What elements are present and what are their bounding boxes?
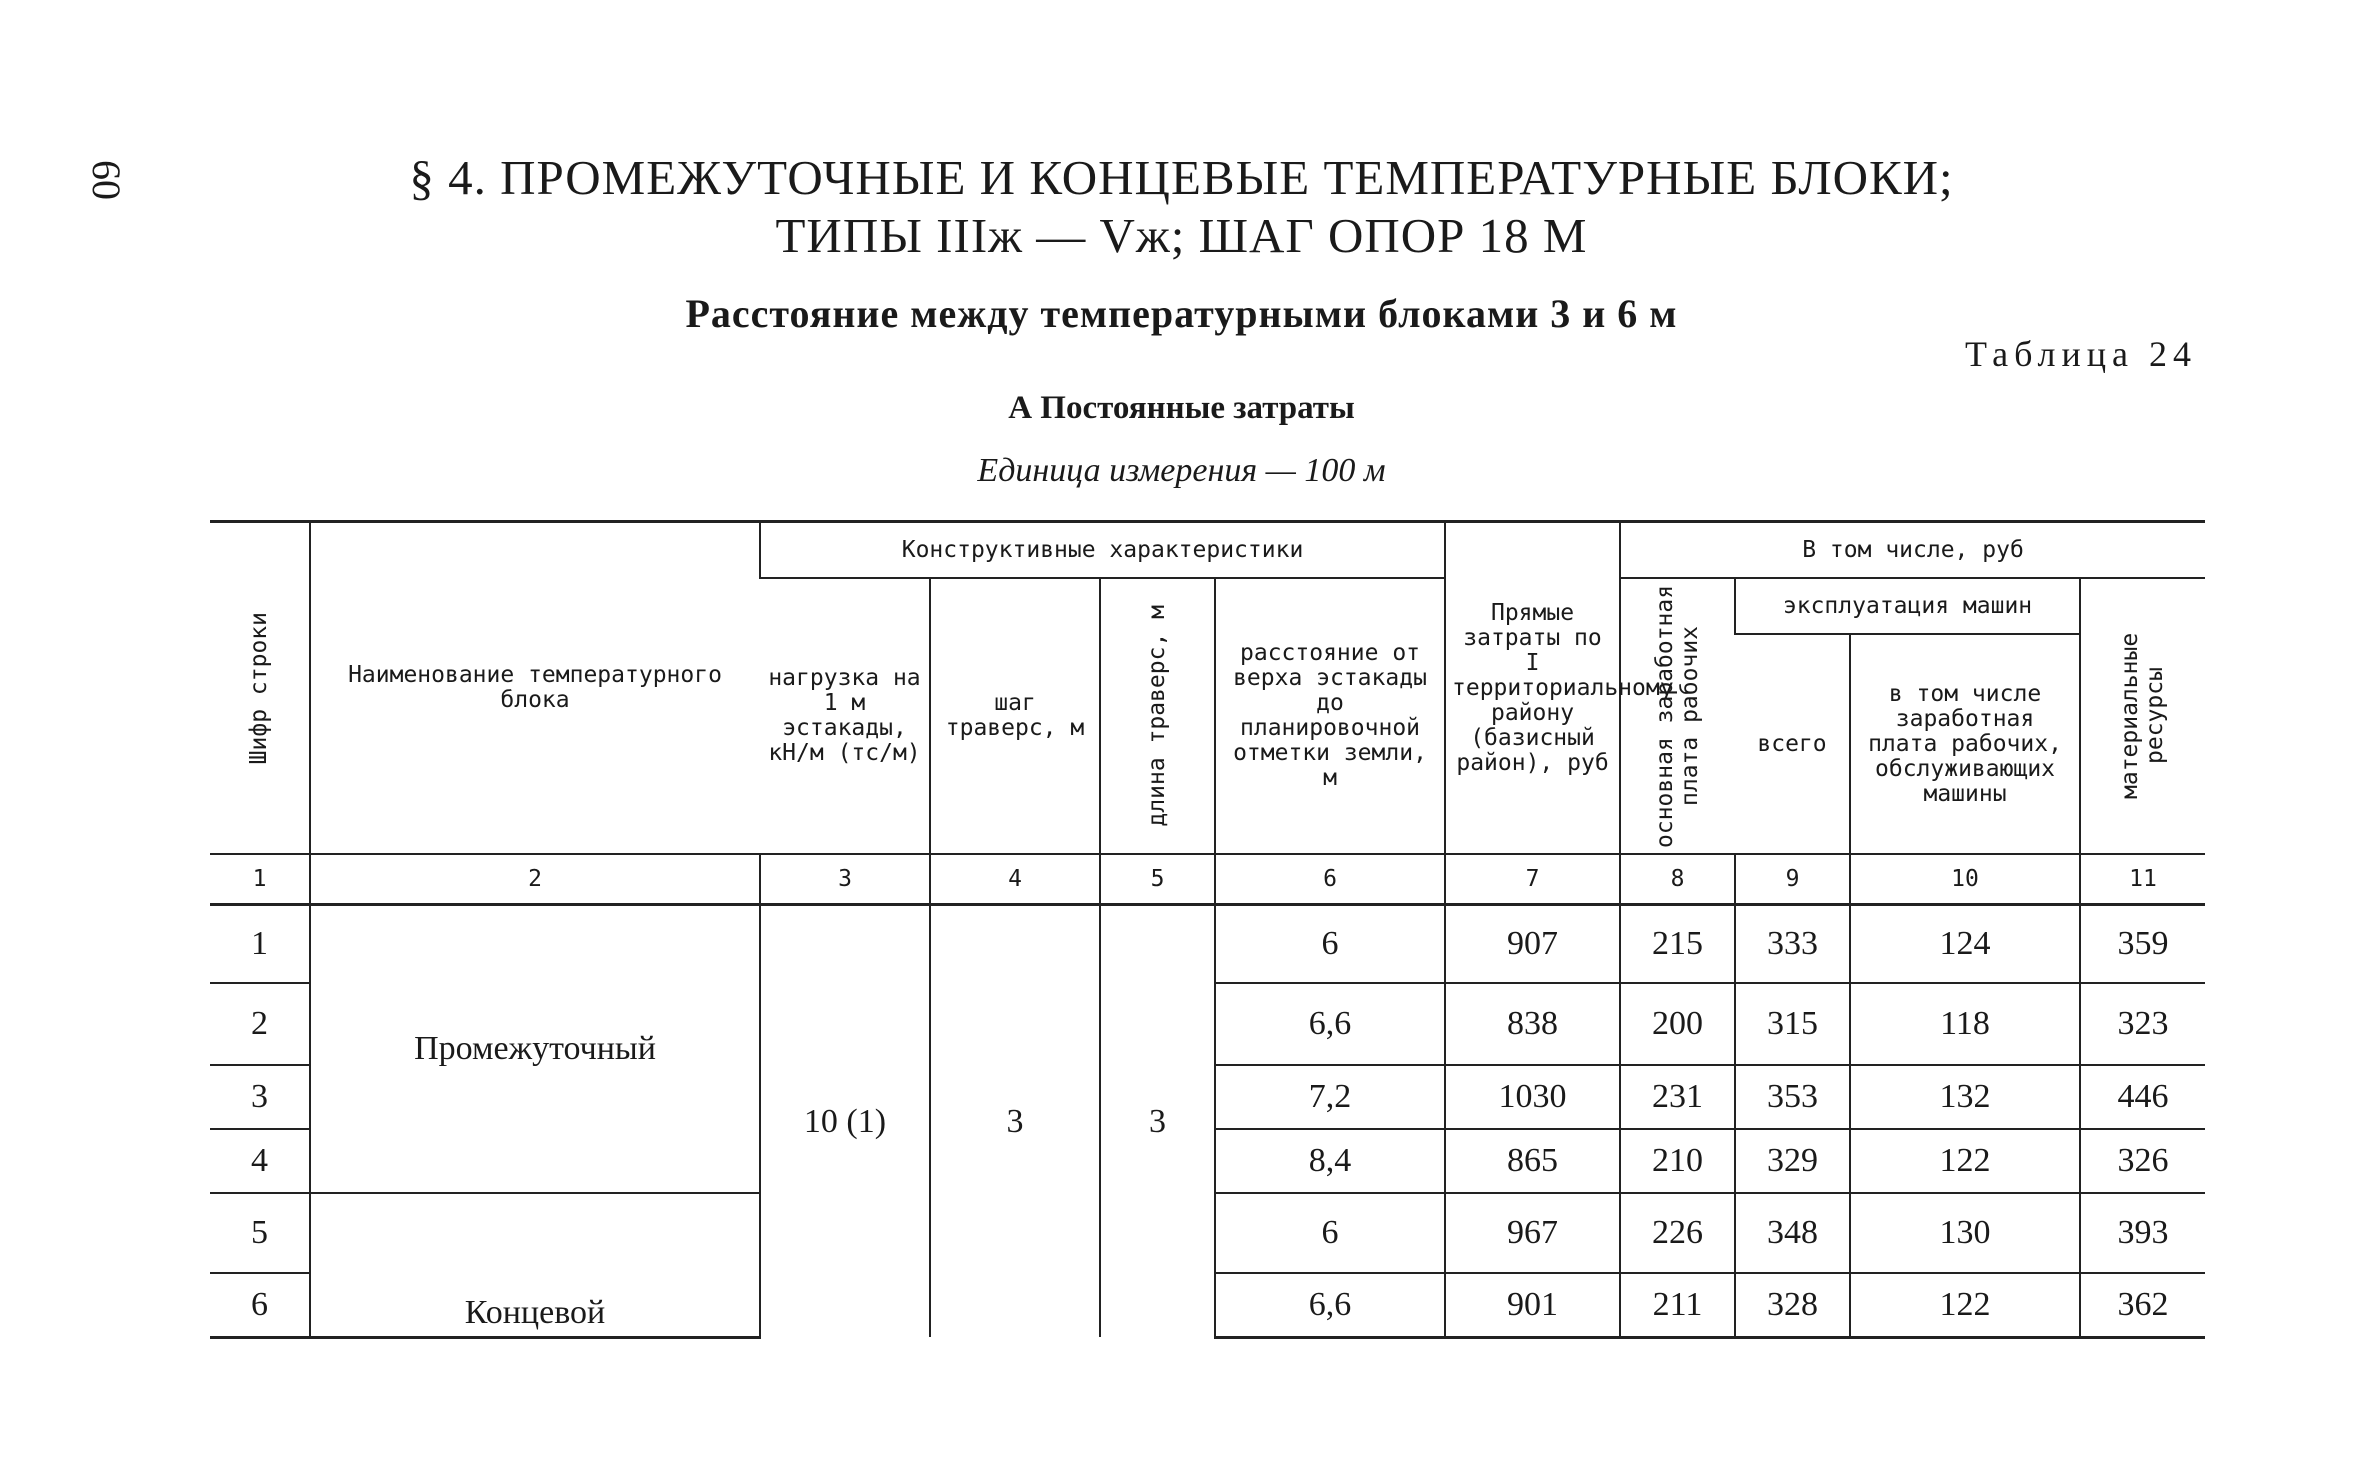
row-code: 4 xyxy=(210,1129,310,1193)
wage-value: 231 xyxy=(1620,1065,1735,1129)
col-number: 9 xyxy=(1735,854,1850,905)
header-block-name: Наименование температурного блока xyxy=(310,522,760,855)
height-value: 6,6 xyxy=(1215,983,1445,1065)
header-machines-total: всего xyxy=(1757,730,1827,757)
wage-value: 200 xyxy=(1620,983,1735,1065)
materials-value: 359 xyxy=(2080,905,2205,983)
page-number: 60 xyxy=(84,160,129,200)
machines-wage-value: 132 xyxy=(1850,1065,2080,1129)
machines-total-value: 328 xyxy=(1735,1273,1850,1338)
col-number: 4 xyxy=(930,854,1100,905)
header-base-wage: основная заработная плата рабочих xyxy=(1620,578,1735,854)
machines-wage-value: 122 xyxy=(1850,1129,2080,1193)
row-code: 5 xyxy=(210,1193,310,1273)
header-group-machines: эксплуатация машин xyxy=(1735,578,2080,634)
machines-total-value: 333 xyxy=(1735,905,1850,983)
col-number: 1 xyxy=(210,854,310,905)
height-value: 6 xyxy=(1215,1193,1445,1273)
col-number: 11 xyxy=(2080,854,2205,905)
length-value: 3 xyxy=(1100,905,1215,1338)
materials-value: 323 xyxy=(2080,983,2205,1065)
header-height: расстояние от верха эстакады до планировочной отметки земли, м xyxy=(1215,578,1445,854)
machines-total-value: 315 xyxy=(1735,983,1850,1065)
section-heading-line2: ТИПЫ IIIж — Vж; ШАГ ОПОР 18 М xyxy=(775,208,1588,263)
materials-value: 446 xyxy=(2080,1065,2205,1129)
unit-of-measure: Единица измерения — 100 м xyxy=(977,452,1386,489)
block-name-intermediate: Промежуточный xyxy=(310,905,760,1193)
machines-wage-value: 124 xyxy=(1850,905,2080,983)
materials-value: 362 xyxy=(2080,1273,2205,1338)
cost-table xyxy=(210,520,2205,1339)
header-machines-wage: в том числе заработная плата рабочих, обслуживающих машины xyxy=(1850,634,2080,854)
wage-value: 215 xyxy=(1620,905,1735,983)
section-title: А Постоянные затраты xyxy=(1008,390,1355,426)
direct-cost-value: 838 xyxy=(1445,983,1620,1065)
header-materials: материальные ресурсы xyxy=(2080,578,2205,854)
height-value: 8,4 xyxy=(1215,1129,1445,1193)
col-number: 7 xyxy=(1445,854,1620,905)
height-value: 6 xyxy=(1215,905,1445,983)
header-direct-costs: Прямые затраты по I территориальному району (базисный район), руб xyxy=(1445,522,1620,855)
wage-value: 211 xyxy=(1620,1273,1735,1338)
subheading: Расстояние между температурными блоками 3 и 6 м xyxy=(685,291,1678,336)
row-code: 2 xyxy=(210,983,310,1065)
step-value: 3 xyxy=(930,905,1100,1338)
machines-total-value: 353 xyxy=(1735,1065,1850,1129)
height-value: 6,6 xyxy=(1215,1273,1445,1338)
col-number: 3 xyxy=(760,854,930,905)
wage-value: 210 xyxy=(1620,1129,1735,1193)
wage-value: 226 xyxy=(1620,1193,1735,1273)
materials-value: 326 xyxy=(2080,1129,2205,1193)
col-number: 2 xyxy=(310,854,760,905)
direct-cost-value: 907 xyxy=(1445,905,1620,983)
header-group-including: В том числе, руб xyxy=(1620,522,2205,579)
machines-wage-value: 118 xyxy=(1850,983,2080,1065)
direct-cost-value: 967 xyxy=(1445,1193,1620,1273)
col-number: 8 xyxy=(1620,854,1735,905)
header-group-constructive: Конструктивные характеристики xyxy=(760,522,1445,579)
machines-total-value: 329 xyxy=(1735,1129,1850,1193)
machines-wage-value: 130 xyxy=(1850,1193,2080,1273)
table-label: Таблица 24 xyxy=(1965,334,2197,374)
direct-cost-value: 865 xyxy=(1445,1129,1620,1193)
direct-cost-value: 1030 xyxy=(1445,1065,1620,1129)
header-load: нагрузка на 1 м эстакады, кН/м (тс/м) xyxy=(768,665,921,766)
table-row xyxy=(210,905,2205,983)
block-name-end: Концевой xyxy=(310,1193,760,1338)
row-code: 3 xyxy=(210,1065,310,1129)
header-traverse-step: шаг траверс, м xyxy=(930,578,1100,854)
row-code: 6 xyxy=(210,1273,310,1338)
machines-wage-value: 122 xyxy=(1850,1273,2080,1338)
header-traverse-length: длина траверс, м xyxy=(1100,578,1215,854)
load-value: 10 (1) xyxy=(760,905,930,1338)
height-value: 7,2 xyxy=(1215,1065,1445,1129)
row-code: 1 xyxy=(210,905,310,983)
materials-value: 393 xyxy=(2080,1193,2205,1273)
col-number: 10 xyxy=(1850,854,2080,905)
col-number: 6 xyxy=(1215,854,1445,905)
machines-total-value: 348 xyxy=(1735,1193,1850,1273)
direct-cost-value: 901 xyxy=(1445,1273,1620,1338)
header-row-code: Шифр строки xyxy=(246,611,272,765)
section-heading-line1: § 4. ПРОМЕЖУТОЧНЫЕ И КОНЦЕВЫЕ ТЕМПЕРАТУРНЫЕ БЛОКИ; xyxy=(409,150,1954,205)
col-number: 5 xyxy=(1100,854,1215,905)
